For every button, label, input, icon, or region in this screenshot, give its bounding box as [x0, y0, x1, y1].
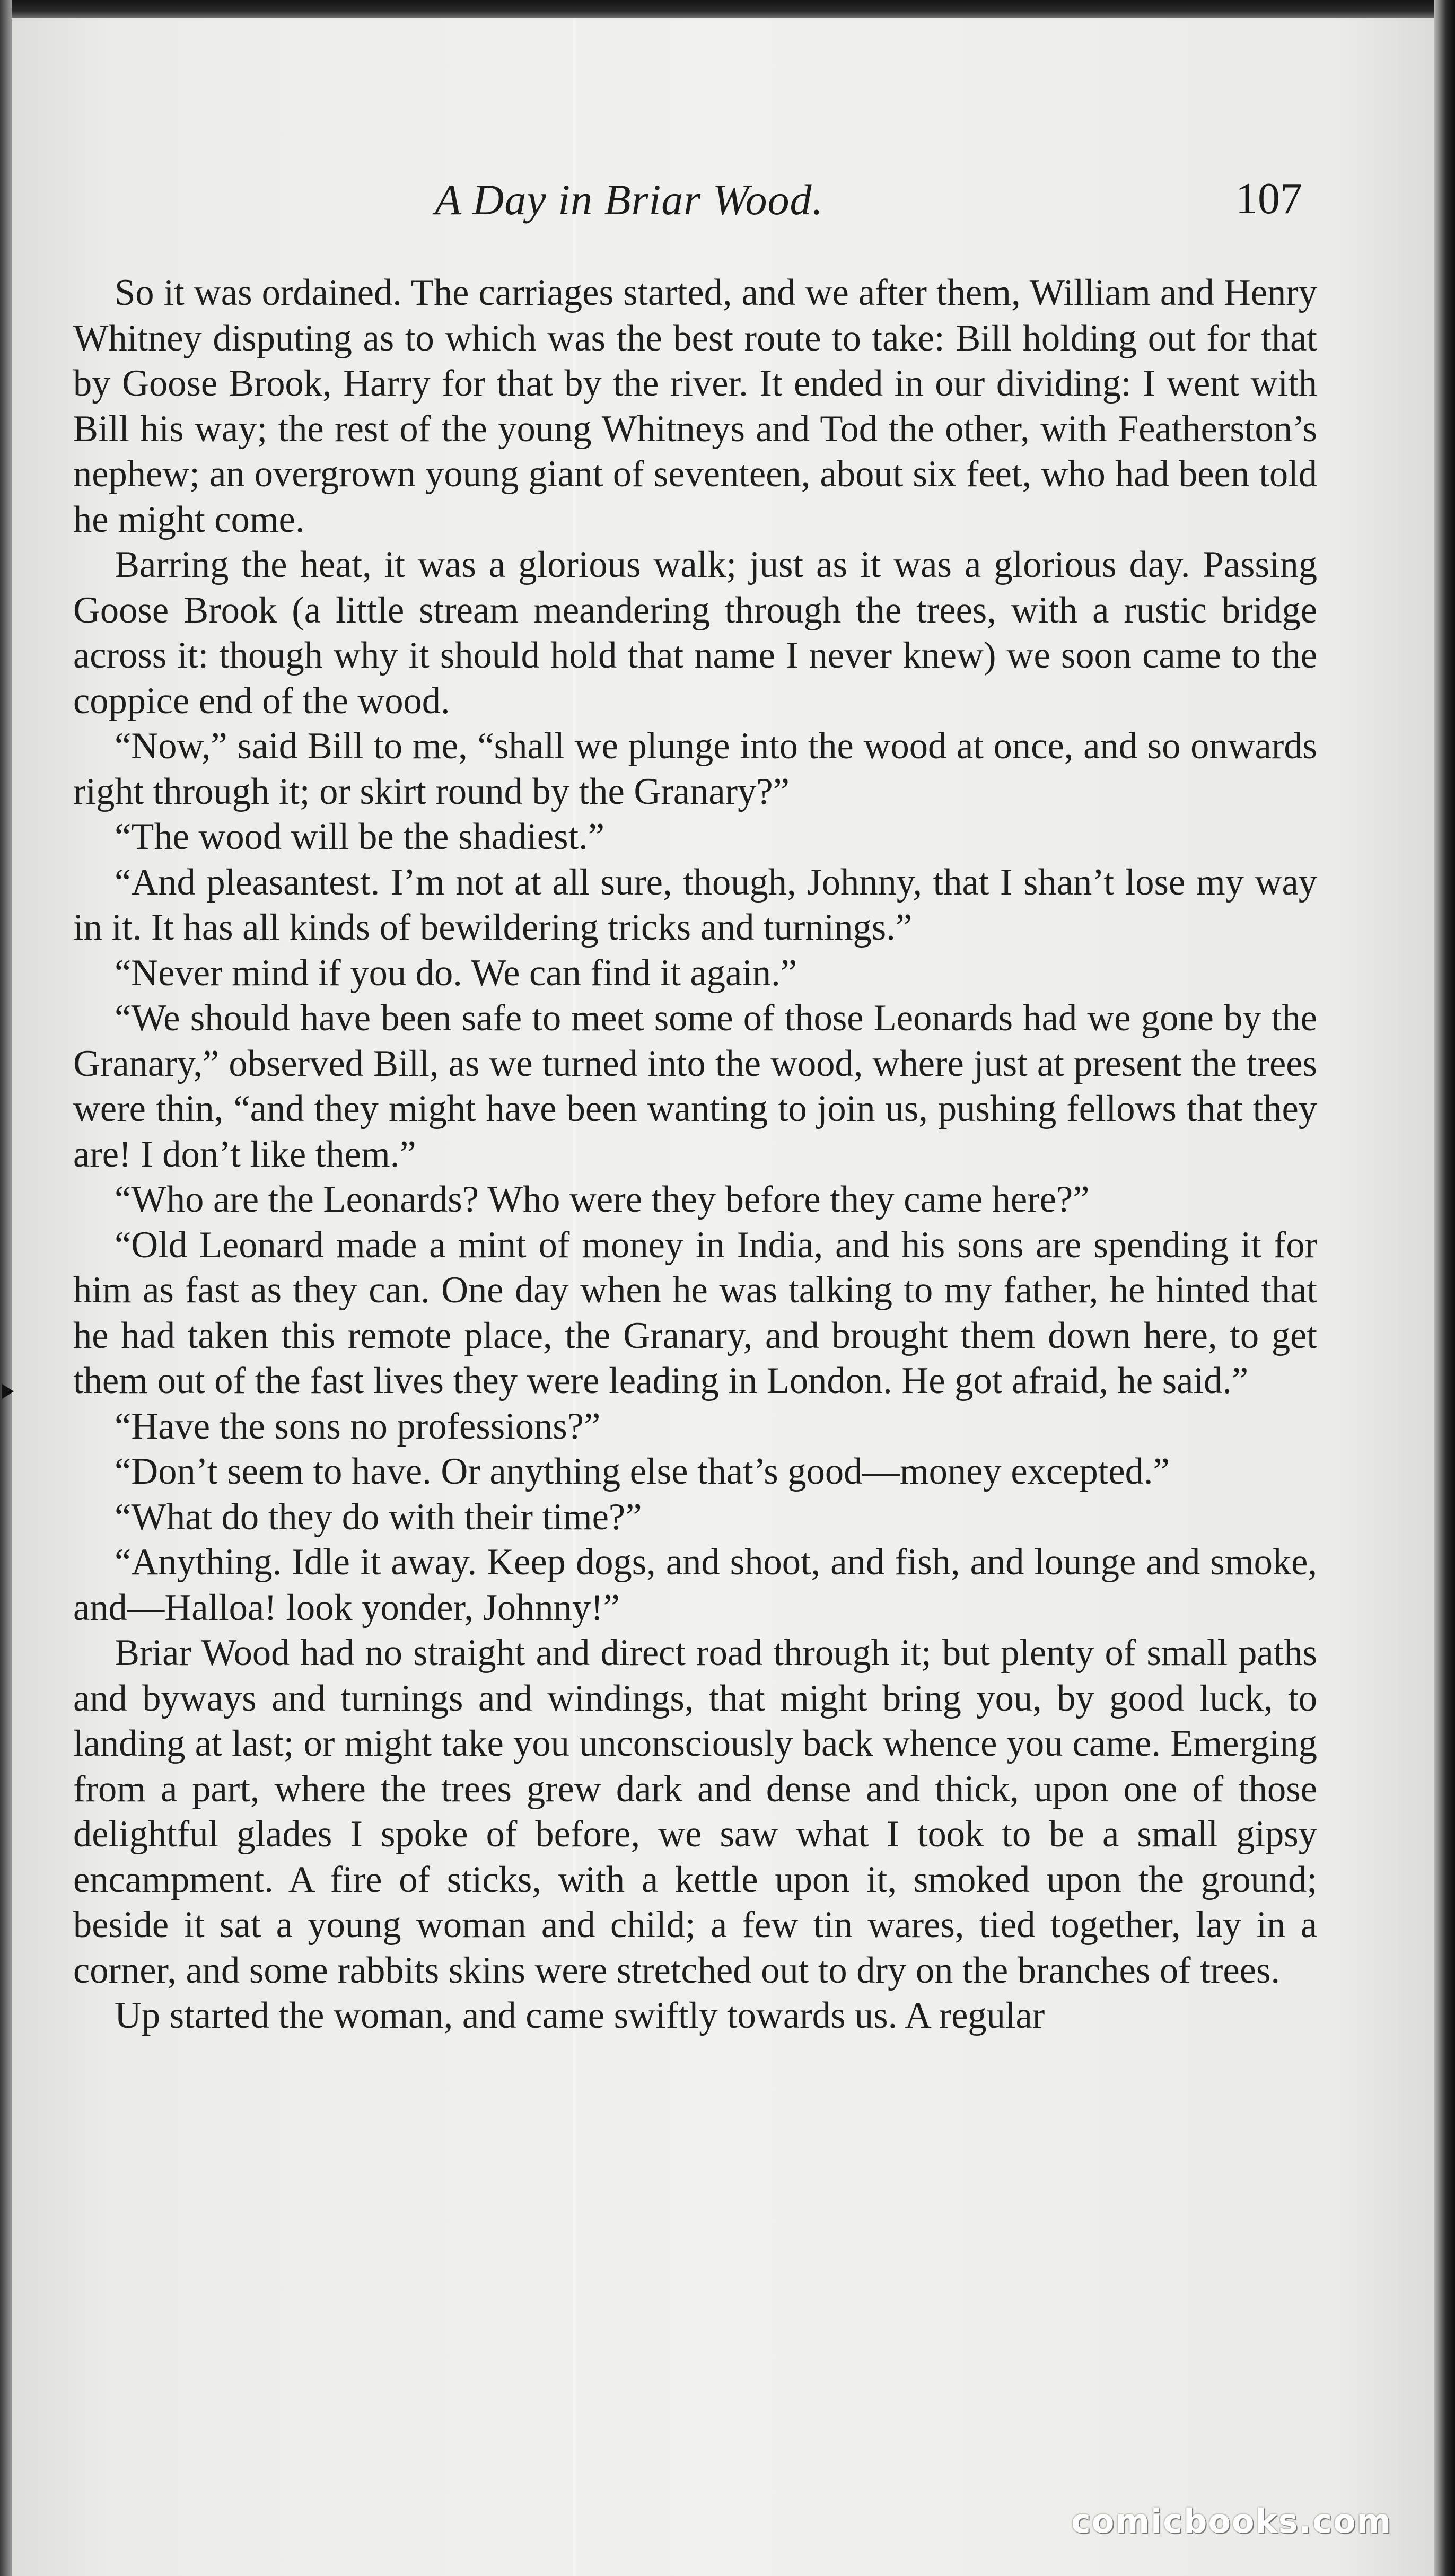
watermark: comicbooks.com	[1071, 2502, 1392, 2540]
page-left-shadow	[0, 0, 12, 2576]
paragraph: “Who are the Leonards? Who were they before they came here?”	[115, 1179, 1090, 1220]
page-number: 107	[1235, 174, 1302, 223]
paragraph: “What do they do with their time?”	[115, 1496, 642, 1538]
body-text	[73, 270, 1317, 2039]
paragraph: Up started the woman, and came swiftly towards us. A regular	[115, 1995, 1045, 2036]
paragraph: “Never mind if you do. We can find it again.”	[115, 952, 797, 994]
paragraph: “Have the sons no professions?”	[115, 1405, 601, 1447]
paragraph: “Old Leonard made a mint of money in India, and his sons are spending it for him as fast as they can. One day when he was talking to my father, he hinted that he had taken this remote place, the Granary, and brought them down here, to get them out of the fast lives they were leading in London. He got afraid, he said.”	[73, 1224, 1317, 1401]
paragraph: Barring the heat, it was a glorious walk; just as it was a glorious day. Passing Goose Brook (a little stream meandering through the trees, with a rustic bridge across it: though why it should hold that name I never knew) we soon came to the coppice end of the wood.	[73, 544, 1317, 722]
paragraph: “The wood will be the shadiest.”	[115, 816, 605, 857]
running-head	[0, 175, 1455, 228]
paragraph: So it was ordained. The carriages started, and we after them, William and Henry Whitney disputing as to which was the best route to take: Bill holding out for that by Goose Brook, Harry for that by the river. It ended in our dividing: I went with Bill his way; the rest of the young Whitneys and Tod the other, with Featherston’s nephew; an overgrown young giant of seventeen, about six feet, who had been told he might come.	[73, 272, 1317, 540]
margin-arrow-mark	[2, 1384, 14, 1399]
running-head-title: A Day in Briar Wood.	[435, 176, 823, 224]
page-top-shadow	[0, 0, 1455, 18]
page-right-shadow	[1434, 0, 1455, 2576]
paragraph: “Now,” said Bill to me, “shall we plunge into the wood at once, and so onwards right through it; or skirt round by the Granary?”	[73, 725, 1317, 812]
paragraph: Briar Wood had no straight and direct road through it; but plenty of small paths and byways and turnings and windings, that might bring you, by good luck, to landing at last; or might take you unconsciously back whence you came. Emerging from a part, where the trees grew dark and dense and thick, upon one of those delightful glades I spoke of before, we saw what I took to be a small gipsy encampment. A fire of sticks, with a kettle upon it, smoked upon the ground; beside it sat a young woman and child; a few tin wares, tied together, lay in a corner, and some rabbits skins were stretched out to dry on the branches of trees.	[73, 1632, 1317, 1991]
paragraph: “We should have been safe to meet some of those Leonards had we gone by the Granary,” observed Bill, as we turned into the wood, where just at present the trees were thin, “and they might have been wanting to join us, pushing fellows that they are! I don’t like them.”	[73, 997, 1317, 1175]
paragraph: “Don’t seem to have. Or anything else that’s good—money excepted.”	[115, 1451, 1170, 1492]
paragraph: “Anything. Idle it away. Keep dogs, and shoot, and fish, and lounge and smoke, and—Halloa! look yonder, Johnny!”	[73, 1541, 1317, 1628]
paragraph: “And pleasantest. I’m not at all sure, though, Johnny, that I shan’t lose my way in it. It has all kinds of bewildering tricks and turnings.”	[73, 861, 1317, 948]
